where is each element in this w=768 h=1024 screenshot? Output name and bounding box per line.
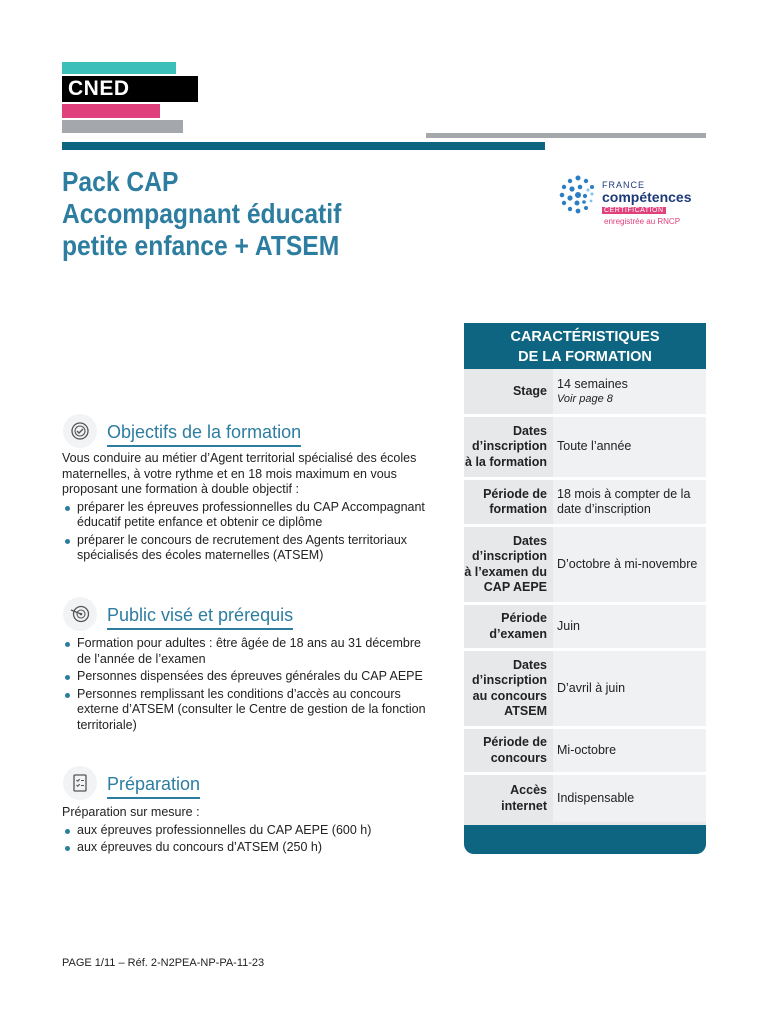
table-row bbox=[464, 527, 706, 602]
header-rule-blue bbox=[62, 142, 545, 150]
page-title bbox=[62, 166, 341, 262]
table-row bbox=[464, 651, 706, 726]
cned-logo: CNED bbox=[62, 76, 198, 102]
target-arrow-icon bbox=[63, 597, 97, 631]
section-title-public: Public visé et prérequis bbox=[107, 604, 293, 630]
list-item: aux épreuves professionnelles du CAP AEPE (600 h) bbox=[62, 823, 432, 839]
row-value: 18 mois à compter de la date d’inscription bbox=[553, 480, 706, 524]
table-row bbox=[464, 729, 706, 772]
list-item: Personnes dispensées des épreuves générales du CAP AEPE bbox=[62, 669, 432, 685]
characteristics-panel bbox=[464, 323, 706, 854]
section-preparation-body bbox=[62, 805, 432, 858]
row-value: Indispensable bbox=[553, 775, 706, 822]
page-footer: PAGE 1/11 – Réf. 2-N2PEA-NP-PA-11-23 bbox=[62, 957, 265, 969]
table-row bbox=[464, 480, 706, 524]
objectifs-list bbox=[62, 500, 432, 564]
target-check-icon bbox=[63, 414, 97, 448]
row-label: Accès internet bbox=[501, 783, 547, 813]
title-line-3: petite enfance + ATSEM bbox=[62, 230, 340, 261]
row-label: Période d’examen bbox=[489, 611, 547, 641]
row-label: Dates d’inscription au concours ATSEM bbox=[472, 657, 547, 718]
row-label: Dates d’inscription à l’examen du CAP AEPE bbox=[464, 533, 547, 594]
checklist-icon bbox=[63, 766, 97, 800]
list-item: préparer les épreuves professionnelles du CAP Accompagnant éducatif petite enfance et obtenir ce diplôme bbox=[62, 500, 432, 531]
logo-bar-grey bbox=[62, 120, 183, 133]
list-item: préparer le concours de recrutement des Agents territoriaux spécialisés des écoles maternelles (ATSEM) bbox=[62, 533, 432, 564]
table-row bbox=[464, 369, 706, 414]
fc-rncp-label: enregistrée au RNCP bbox=[604, 217, 681, 226]
row-value: Toute l’année bbox=[553, 417, 706, 477]
list-item: Formation pour adultes : être âgée de 18 ans au 31 décembre de l’année de l’examen bbox=[62, 636, 432, 667]
table-row bbox=[464, 417, 706, 477]
fc-certification-label: CERTIFICATION bbox=[604, 207, 664, 214]
logo-bar-pink bbox=[62, 104, 160, 118]
list-item: Personnes remplissant les conditions d’accès au concours externe d’ATSEM (consulter le Centre de gestion de la fonction territoriale) bbox=[62, 687, 432, 734]
objectifs-intro: Vous conduire au métier d’Agent territorial spécialisé des écoles maternelles, à votre rythme et en 18 mois maximum en vous proposant une formation à double objectif : bbox=[62, 451, 417, 496]
list-item: aux épreuves du concours d’ATSEM (250 h) bbox=[62, 840, 432, 856]
section-objectifs-body bbox=[62, 451, 432, 566]
table-row bbox=[464, 605, 706, 648]
row-value-text: 14 semaines bbox=[557, 377, 628, 392]
row-label: Période de concours bbox=[483, 735, 547, 765]
section-public-body bbox=[62, 636, 432, 735]
row-value: Juin bbox=[553, 605, 706, 648]
title-line-1: Pack CAP bbox=[62, 166, 179, 197]
header-rule-grey bbox=[426, 133, 706, 138]
row-value: Mi-octobre bbox=[553, 729, 706, 772]
row-value: D’octobre à mi-novembre bbox=[553, 527, 706, 602]
preparation-intro: Préparation sur mesure : bbox=[62, 805, 200, 819]
row-value: D’avril à juin bbox=[553, 651, 706, 726]
row-label: Période de formation bbox=[483, 486, 547, 516]
fc-france-label: FRANCE bbox=[602, 180, 646, 190]
table-row bbox=[464, 775, 706, 822]
row-value-note: Voir page 8 bbox=[557, 392, 613, 405]
characteristics-header-line-1: CARACTÉRISTIQUES bbox=[510, 329, 660, 345]
preparation-list bbox=[62, 823, 432, 856]
fc-competences-label: compétences bbox=[602, 189, 692, 205]
row-value bbox=[553, 369, 706, 414]
title-line-2: Accompagnant éducatif bbox=[62, 198, 342, 229]
characteristics-header-line-2: DE LA FORMATION bbox=[518, 349, 652, 365]
row-label: Stage bbox=[512, 383, 547, 398]
row-label: Dates d’inscription à la formation bbox=[465, 423, 547, 469]
public-list bbox=[62, 636, 432, 733]
section-title-preparation: Préparation bbox=[107, 773, 200, 799]
dots-icon bbox=[558, 174, 598, 214]
france-competences-logo bbox=[558, 172, 708, 232]
characteristics-header bbox=[464, 323, 706, 369]
characteristics-footer-bar bbox=[464, 825, 706, 854]
section-title-objectifs: Objectifs de la formation bbox=[107, 421, 301, 447]
logo-bar-teal bbox=[62, 62, 176, 74]
